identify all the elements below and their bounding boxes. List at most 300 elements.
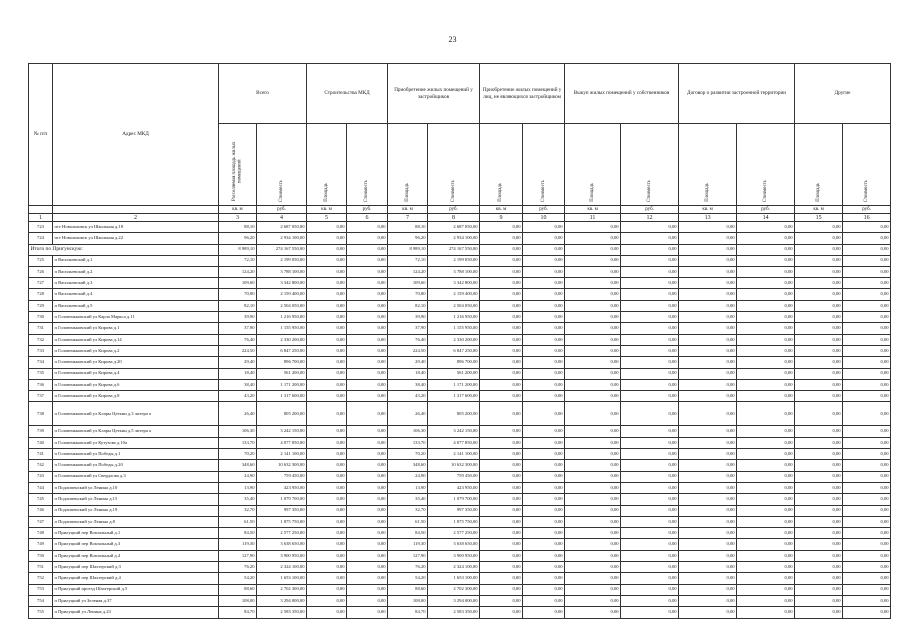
cost-cell: 0,00 — [523, 289, 565, 300]
cost-cell: 0,00 — [621, 357, 679, 368]
unit-cell: кв. м — [307, 206, 347, 214]
area-cell: 0,00 — [679, 289, 737, 300]
area-cell: 0,00 — [565, 323, 621, 334]
cost-cell: 0,00 — [621, 607, 679, 618]
area-cell: 106,30 — [388, 426, 428, 437]
column-index: 4 — [257, 214, 307, 222]
area-cell: 0,00 — [679, 539, 737, 550]
cost-cell: 0,00 — [523, 516, 565, 527]
area-cell: 0,00 — [565, 516, 621, 527]
address-cell: п Васильевский д.1 — [53, 255, 219, 266]
resettlement-table — [28, 63, 891, 619]
cost-cell: 0,00 — [737, 300, 795, 311]
area-cell: 0,00 — [480, 539, 523, 550]
cost-cell: 0,00 — [737, 312, 795, 323]
cost-cell: 2 934 100,00 — [428, 233, 480, 244]
area-cell: 0,00 — [307, 334, 347, 345]
cost-cell: 0,00 — [737, 437, 795, 448]
table-row — [29, 528, 891, 539]
area-cell: 0,00 — [480, 402, 523, 426]
cost-cell: 0,00 — [523, 222, 565, 233]
table-row — [29, 562, 891, 573]
row-number: 733 — [29, 345, 53, 356]
area-cell: 0,00 — [307, 573, 347, 584]
row-number: 745 — [29, 494, 53, 505]
area-cell: 0,00 — [307, 323, 347, 334]
cost-cell: 561 200,00 — [257, 368, 307, 379]
cost-cell: 3 900 950,00 — [428, 550, 480, 561]
cost-cell: 0,00 — [621, 300, 679, 311]
area-cell: 0,00 — [307, 255, 347, 266]
cost-cell: 0,00 — [621, 368, 679, 379]
table-row — [29, 368, 891, 379]
area-cell: 84,70 — [219, 607, 257, 618]
cost-cell: 0,00 — [621, 323, 679, 334]
area-cell: 8 989,10 — [219, 244, 257, 255]
cost-cell: 0,00 — [843, 244, 891, 255]
table-row — [29, 323, 891, 334]
area-cell: 61,50 — [219, 516, 257, 527]
cost-cell: 0,00 — [523, 528, 565, 539]
area-cell: 0,00 — [307, 244, 347, 255]
area-cell: 0,00 — [679, 437, 737, 448]
cost-cell: 0,00 — [737, 244, 795, 255]
cost-cell: 0,00 — [843, 289, 891, 300]
area-cell: 0,00 — [480, 222, 523, 233]
area-cell: 0,00 — [307, 482, 347, 493]
group-developer-purchase-header: Приобретение жилых помещений у застройщиков — [388, 64, 480, 124]
cost-cell: 3 342 800,00 — [257, 278, 307, 289]
area-cell: 0,00 — [679, 278, 737, 289]
sub-header-cost: Стоимость — [737, 124, 795, 206]
area-cell: 0,00 — [679, 595, 737, 606]
area-cell: 0,00 — [307, 233, 347, 244]
area-cell: 0,00 — [480, 584, 523, 595]
cost-cell: 0,00 — [737, 368, 795, 379]
row-number: 742 — [29, 460, 53, 471]
area-cell: 70,20 — [388, 449, 428, 460]
area-cell: 0,00 — [565, 357, 621, 368]
cost-cell: 0,00 — [843, 345, 891, 356]
table-row — [29, 255, 891, 266]
cost-cell: 2 702 300,00 — [257, 584, 307, 595]
area-cell: 61,50 — [388, 516, 428, 527]
unit-cell — [53, 206, 219, 214]
cost-cell: 0,00 — [621, 449, 679, 460]
table-row — [29, 289, 891, 300]
area-cell: 0,00 — [307, 595, 347, 606]
area-cell: 0,00 — [795, 494, 843, 505]
cost-cell: 0,00 — [347, 334, 388, 345]
cost-cell: 0,00 — [843, 505, 891, 516]
area-cell: 0,00 — [565, 379, 621, 390]
area-cell: 0,00 — [307, 345, 347, 356]
cost-cell: 0,00 — [621, 516, 679, 527]
table-row — [29, 402, 891, 426]
area-cell: 0,00 — [795, 471, 843, 482]
area-cell: 0,00 — [565, 426, 621, 437]
area-cell: 0,00 — [307, 460, 347, 471]
cost-cell: 0,00 — [523, 539, 565, 550]
address-cell: п Прилуцкий ул Зеленая д.37 — [53, 595, 219, 606]
cost-cell: 0,00 — [737, 539, 795, 550]
cost-cell: 0,00 — [347, 460, 388, 471]
area-cell: 0,00 — [679, 460, 737, 471]
cost-cell: 1 653 100,00 — [428, 573, 480, 584]
area-cell: 0,00 — [565, 255, 621, 266]
cost-cell: 0,00 — [523, 233, 565, 244]
area-cell: 0,00 — [480, 379, 523, 390]
cost-cell: 0,00 — [843, 426, 891, 437]
area-cell: 0,00 — [795, 278, 843, 289]
area-cell: 0,00 — [795, 300, 843, 311]
group-construction-header: Строительства МКД — [307, 64, 388, 124]
col-num-header: № п/п — [29, 64, 53, 206]
area-cell: 0,00 — [565, 528, 621, 539]
row-number: 738 — [29, 402, 53, 426]
cost-cell: 0,00 — [621, 550, 679, 561]
area-cell: 0,00 — [480, 516, 523, 527]
table-row — [29, 391, 891, 402]
area-cell: 84,70 — [388, 607, 428, 618]
cost-cell: 0,00 — [621, 562, 679, 573]
cost-cell: 3 788 100,00 — [257, 266, 307, 277]
area-cell: 0,00 — [565, 402, 621, 426]
area-cell: 0,00 — [795, 379, 843, 390]
area-cell: 26,40 — [388, 402, 428, 426]
area-cell: 0,00 — [565, 437, 621, 448]
unit-cell: руб. — [428, 206, 480, 214]
area-cell: 0,00 — [795, 528, 843, 539]
row-number: 743 — [29, 471, 53, 482]
area-cell: 0,00 — [307, 426, 347, 437]
cost-cell: 0,00 — [347, 494, 388, 505]
cost-cell: 0,00 — [843, 595, 891, 606]
cost-cell: 0,00 — [621, 471, 679, 482]
area-cell: 0,00 — [480, 278, 523, 289]
cost-cell: 0,00 — [621, 222, 679, 233]
area-cell: 0,00 — [679, 368, 737, 379]
area-cell: 0,00 — [679, 584, 737, 595]
address-cell: п Прилуцкий пер Вокзальный д.1 — [53, 528, 219, 539]
cost-cell: 0,00 — [347, 539, 388, 550]
area-cell: 0,00 — [795, 345, 843, 356]
unit-cell: руб. — [621, 206, 679, 214]
area-cell: 8 989,10 — [388, 244, 428, 255]
cost-cell: 0,00 — [347, 584, 388, 595]
cost-cell: 0,00 — [843, 528, 891, 539]
cost-cell: 0,00 — [843, 437, 891, 448]
area-cell: 0,00 — [480, 323, 523, 334]
row-number: 753 — [29, 584, 53, 595]
area-cell: 70,80 — [219, 289, 257, 300]
cost-cell: 0,00 — [347, 379, 388, 390]
area-cell: 0,00 — [307, 449, 347, 460]
cost-cell: 0,00 — [843, 550, 891, 561]
cost-cell: 0,00 — [347, 562, 388, 573]
table-row — [29, 437, 891, 448]
cost-cell: 0,00 — [621, 539, 679, 550]
area-cell: 0,00 — [480, 449, 523, 460]
cost-cell: 0,00 — [523, 300, 565, 311]
area-cell: 0,00 — [565, 300, 621, 311]
area-cell: 0,00 — [480, 505, 523, 516]
area-cell: 72,10 — [219, 255, 257, 266]
cost-cell: 0,00 — [523, 595, 565, 606]
cost-cell: 759 450,00 — [257, 471, 307, 482]
area-cell: 82,10 — [388, 300, 428, 311]
area-cell: 0,00 — [565, 584, 621, 595]
table-row — [29, 494, 891, 505]
cost-cell: 0,00 — [621, 278, 679, 289]
cost-cell: 0,00 — [737, 584, 795, 595]
row-number: 723 — [29, 222, 53, 233]
subtotal-row — [29, 244, 891, 255]
cost-cell: 0,00 — [843, 357, 891, 368]
row-number: 727 — [29, 278, 53, 289]
area-cell: 84,50 — [219, 528, 257, 539]
sub-header-area: Площадь — [480, 124, 523, 206]
cost-cell: 0,00 — [347, 528, 388, 539]
area-cell: 0,00 — [795, 550, 843, 561]
area-cell: 0,00 — [480, 471, 523, 482]
address-cell: п Подлипенский ул Ленина д.19 — [53, 505, 219, 516]
cost-cell: 0,00 — [843, 222, 891, 233]
row-number: 737 — [29, 391, 53, 402]
row-number: 739 — [29, 426, 53, 437]
area-cell: 0,00 — [679, 244, 737, 255]
area-cell: 0,00 — [565, 345, 621, 356]
area-cell: 0,00 — [679, 505, 737, 516]
area-cell: 106,30 — [219, 426, 257, 437]
sub-header-cost: Стоимость — [347, 124, 388, 206]
area-cell: 0,00 — [679, 562, 737, 573]
address-cell: п Головеньковский ул Карла Маркса д.11 — [53, 312, 219, 323]
area-cell: 0,00 — [565, 244, 621, 255]
table-row — [29, 584, 891, 595]
area-cell: 0,00 — [565, 312, 621, 323]
table-row — [29, 595, 891, 606]
area-cell: 0,00 — [679, 312, 737, 323]
cost-cell: 10 632 300,00 — [257, 460, 307, 471]
area-cell: 76,40 — [388, 334, 428, 345]
cost-cell: 0,00 — [737, 449, 795, 460]
table-row — [29, 334, 891, 345]
address-cell: п Головеньковский ул Кирова д.8 — [53, 391, 219, 402]
column-index: 13 — [679, 214, 737, 222]
table-row — [29, 312, 891, 323]
cost-cell: 6 847 250,00 — [428, 345, 480, 356]
area-cell: 37,90 — [388, 323, 428, 334]
cost-cell: 2 199 050,00 — [428, 255, 480, 266]
cost-cell: 2 702 300,00 — [428, 584, 480, 595]
unit-cell: кв. м — [219, 206, 257, 214]
area-cell: 35,40 — [219, 494, 257, 505]
cost-cell: 0,00 — [621, 379, 679, 390]
cost-cell: 2 199 050,00 — [257, 255, 307, 266]
cost-cell: 805 200,00 — [257, 402, 307, 426]
cost-cell: 0,00 — [737, 334, 795, 345]
row-number: 732 — [29, 334, 53, 345]
cost-cell: 0,00 — [347, 255, 388, 266]
area-cell: 0,00 — [795, 334, 843, 345]
area-cell: 0,00 — [795, 562, 843, 573]
area-cell: 0,00 — [565, 368, 621, 379]
table-row — [29, 607, 891, 618]
cost-cell: 2 159 400,00 — [257, 289, 307, 300]
area-cell: 124,20 — [388, 266, 428, 277]
area-cell: 0,00 — [795, 289, 843, 300]
area-cell: 0,00 — [565, 494, 621, 505]
row-number: 725 — [29, 255, 53, 266]
cost-cell: 0,00 — [523, 494, 565, 505]
row-number: 755 — [29, 607, 53, 618]
row-number: 752 — [29, 573, 53, 584]
cost-cell: 2 504 050,00 — [428, 300, 480, 311]
area-cell: 37,90 — [219, 323, 257, 334]
cost-cell: 0,00 — [843, 312, 891, 323]
cost-cell: 274 167 550,00 — [428, 244, 480, 255]
cost-cell: 0,00 — [737, 573, 795, 584]
table-row — [29, 278, 891, 289]
cost-cell: 0,00 — [347, 595, 388, 606]
cost-cell: 0,00 — [347, 482, 388, 493]
cost-cell: 0,00 — [737, 278, 795, 289]
cost-cell: 0,00 — [523, 607, 565, 618]
area-cell: 82,10 — [219, 300, 257, 311]
area-cell: 0,00 — [480, 550, 523, 561]
address-cell: п Прилуцкий пер Вокзальный д.3 — [53, 539, 219, 550]
area-cell: 348,60 — [219, 460, 257, 471]
group-nondeveloper-purchase-header: Приобретение жилых помещений у лиц, не являющихся застройщиком — [480, 64, 565, 124]
cost-cell: 0,00 — [347, 244, 388, 255]
area-cell: 0,00 — [565, 562, 621, 573]
area-cell: 0,00 — [480, 334, 523, 345]
cost-cell: 0,00 — [737, 550, 795, 561]
cost-cell: 0,00 — [523, 244, 565, 255]
cost-cell: 0,00 — [347, 345, 388, 356]
cost-cell: 1 079 700,00 — [428, 494, 480, 505]
cost-cell: 0,00 — [347, 289, 388, 300]
cost-cell: 3 900 950,00 — [257, 550, 307, 561]
cost-cell: 0,00 — [347, 550, 388, 561]
cost-cell: 0,00 — [843, 516, 891, 527]
cost-cell: 1 317 600,00 — [428, 391, 480, 402]
row-number: 734 — [29, 357, 53, 368]
area-cell: 0,00 — [307, 402, 347, 426]
row-number: 750 — [29, 550, 53, 561]
cost-cell: 1 155 950,00 — [257, 323, 307, 334]
unit-cell: руб. — [843, 206, 891, 214]
area-cell: 0,00 — [679, 494, 737, 505]
cost-cell: 805 200,00 — [428, 402, 480, 426]
area-cell: 0,00 — [795, 460, 843, 471]
address-cell: п Головеньковский ул Кирова д.6 — [53, 379, 219, 390]
cost-cell: 0,00 — [843, 391, 891, 402]
area-cell: 54,20 — [388, 573, 428, 584]
area-cell: 0,00 — [480, 289, 523, 300]
sub-header-area: Площадь — [795, 124, 843, 206]
area-cell: 0,00 — [795, 244, 843, 255]
table-row — [29, 516, 891, 527]
cost-cell: 423 950,00 — [257, 482, 307, 493]
area-cell: 0,00 — [679, 607, 737, 618]
area-cell: 0,00 — [679, 233, 737, 244]
cost-cell: 0,00 — [737, 607, 795, 618]
area-cell: 0,00 — [480, 482, 523, 493]
area-cell: 0,00 — [679, 528, 737, 539]
unit-cell: кв. м — [565, 206, 621, 214]
area-cell: 0,00 — [679, 323, 737, 334]
area-cell: 70,80 — [388, 289, 428, 300]
area-cell: 76,20 — [219, 562, 257, 573]
area-cell: 0,00 — [565, 391, 621, 402]
table-row — [29, 357, 891, 368]
column-index: 2 — [53, 214, 219, 222]
cost-cell: 0,00 — [523, 573, 565, 584]
area-cell: 0,00 — [307, 312, 347, 323]
row-number: 744 — [29, 482, 53, 493]
area-cell: 119,30 — [388, 539, 428, 550]
cost-cell: 423 950,00 — [428, 482, 480, 493]
row-number: 728 — [29, 289, 53, 300]
area-cell: 0,00 — [795, 233, 843, 244]
cost-cell: 0,00 — [843, 334, 891, 345]
cost-cell: 0,00 — [347, 449, 388, 460]
cost-cell: 3 294 000,00 — [257, 595, 307, 606]
area-cell: 109,60 — [219, 278, 257, 289]
area-cell: 0,00 — [480, 300, 523, 311]
area-cell: 0,00 — [307, 391, 347, 402]
cost-cell: 0,00 — [621, 391, 679, 402]
cost-cell: 3 242 150,00 — [257, 426, 307, 437]
address-cell: п Головеньковский ул Кирова д.20 — [53, 357, 219, 368]
cost-cell: 0,00 — [347, 402, 388, 426]
address-cell: п Прилуцкий пер Шахтерский д.4 — [53, 573, 219, 584]
area-cell: 0,00 — [480, 573, 523, 584]
cost-cell: 0,00 — [347, 516, 388, 527]
cost-cell: 0,00 — [523, 562, 565, 573]
area-cell: 76,20 — [388, 562, 428, 573]
cost-cell: 0,00 — [737, 595, 795, 606]
area-cell: 0,00 — [480, 528, 523, 539]
cost-cell: 0,00 — [523, 460, 565, 471]
table-row — [29, 426, 891, 437]
cost-cell: 0,00 — [347, 437, 388, 448]
area-cell: 88,60 — [388, 584, 428, 595]
subtotal-label: Итого по Пригунскую: — [29, 244, 219, 255]
area-cell: 0,00 — [795, 323, 843, 334]
row-number: 748 — [29, 528, 53, 539]
area-cell: 24,90 — [388, 471, 428, 482]
area-cell: 0,00 — [565, 460, 621, 471]
table-row — [29, 300, 891, 311]
cost-cell: 0,00 — [347, 426, 388, 437]
cost-cell: 0,00 — [347, 266, 388, 277]
address-cell: п Головеньковский ул Кутузова д.10а — [53, 437, 219, 448]
cost-cell: 0,00 — [523, 437, 565, 448]
area-cell: 0,00 — [565, 550, 621, 561]
area-cell: 0,00 — [480, 357, 523, 368]
cost-cell: 0,00 — [347, 323, 388, 334]
area-cell: 43,20 — [219, 391, 257, 402]
row-number: 751 — [29, 562, 53, 573]
area-cell: 0,00 — [480, 595, 523, 606]
area-cell: 0,00 — [565, 539, 621, 550]
area-cell: 0,00 — [795, 539, 843, 550]
area-cell: 0,00 — [307, 471, 347, 482]
address-cell: п Головеньковский ул Свердлова д.3 — [53, 471, 219, 482]
